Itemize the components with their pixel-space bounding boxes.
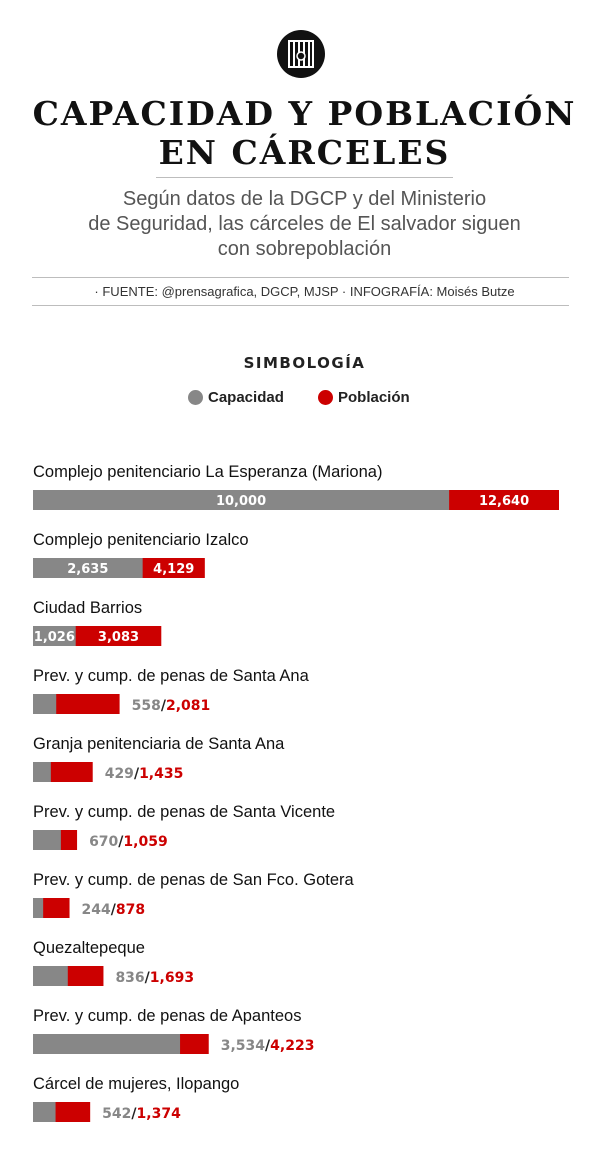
subtitle-line-2: de Seguridad, las cárceles de El salvador siguen [88, 213, 521, 235]
category-label: Prev. y cump. de penas de Santa Vicente [33, 803, 336, 821]
source-credit: · FUENTE: @prensagrafica, DGCP, MJSP · INFOGRAFÍA: Moisés Butze [94, 284, 515, 299]
population-value-label: 12,640 [478, 494, 530, 509]
capacity-value-label: 244 [81, 902, 111, 918]
population-value-label: 4,129 [153, 562, 195, 577]
capacity-value-label: 542 [102, 1106, 132, 1122]
population-value-label: 1,059 [123, 834, 168, 850]
capacity-value-label: 2,635 [67, 562, 109, 577]
value-separator: / [131, 1106, 137, 1122]
category-label: Cárcel de mujeres, Ilopango [33, 1075, 240, 1093]
capacity-bar [33, 1034, 180, 1054]
legend-capacity-label: Capacidad [208, 388, 284, 406]
capacity-value-label: 10,000 [215, 494, 267, 509]
value-pair-label [89, 834, 168, 850]
capacity-value-label: 670 [89, 834, 119, 850]
value-pair-label [102, 1106, 181, 1122]
category-label: Prev. y cump. de penas de San Fco. Gotera [33, 871, 354, 889]
capacity-value-label: 558 [131, 698, 161, 714]
legend-population-label: Población [338, 388, 410, 406]
category-label: Prev. y cump. de penas de Apanteos [33, 1007, 302, 1025]
value-separator: / [160, 698, 166, 714]
capacity-bar [33, 1102, 56, 1122]
page-title-line-2: EN CÁRCELES [158, 133, 451, 172]
subtitle-line-3: con sobrepoblación [217, 238, 392, 260]
page-title-line-1: CAPACIDAD Y POBLACIÓN [32, 94, 577, 133]
subtitle-line-1: Según datos de la DGCP y del Ministerio [122, 188, 487, 210]
capacity-value-label: 429 [104, 766, 134, 782]
legend-title: SIMBOLOGÍA [243, 354, 366, 372]
capacity-bar [33, 898, 43, 918]
population-value-label: 1,435 [139, 766, 184, 782]
capacity-bar [33, 694, 56, 714]
population-value-label: 3,083 [97, 630, 140, 645]
capacity-bar [33, 762, 51, 782]
capacity-value-label: 836 [115, 970, 145, 986]
value-pair-label [132, 698, 211, 714]
population-value-label: 2,081 [165, 698, 211, 714]
population-value-label: 1,693 [149, 970, 195, 986]
value-separator: / [144, 970, 150, 986]
capacity-value-label: 1,026 [33, 630, 75, 645]
category-label: Prev. y cump. de penas de Santa Ana [33, 667, 309, 685]
category-label: Quezaltepeque [33, 939, 145, 957]
population-value-label: 4,223 [270, 1038, 315, 1054]
capacity-value-label: 3,534 [220, 1038, 266, 1054]
value-separator: / [110, 902, 116, 918]
category-label: Complejo penitenciario La Esperanza (Mariona) [33, 463, 383, 481]
category-label: Granja penitenciaria de Santa Ana [33, 735, 285, 753]
category-label: Complejo penitenciario Izalco [33, 531, 249, 549]
capacity-bar [33, 966, 68, 986]
value-pair-label [115, 970, 194, 986]
value-pair-label [105, 766, 184, 782]
capacity-bar [33, 830, 61, 850]
population-value-label: 1,374 [136, 1106, 181, 1122]
value-separator: / [133, 766, 140, 782]
value-separator: / [118, 834, 124, 850]
category-label: Ciudad Barrios [33, 599, 143, 617]
population-value-label: 878 [115, 902, 146, 918]
value-pair-label [82, 902, 146, 918]
value-separator: / [265, 1038, 271, 1054]
value-pair-label [221, 1038, 315, 1054]
